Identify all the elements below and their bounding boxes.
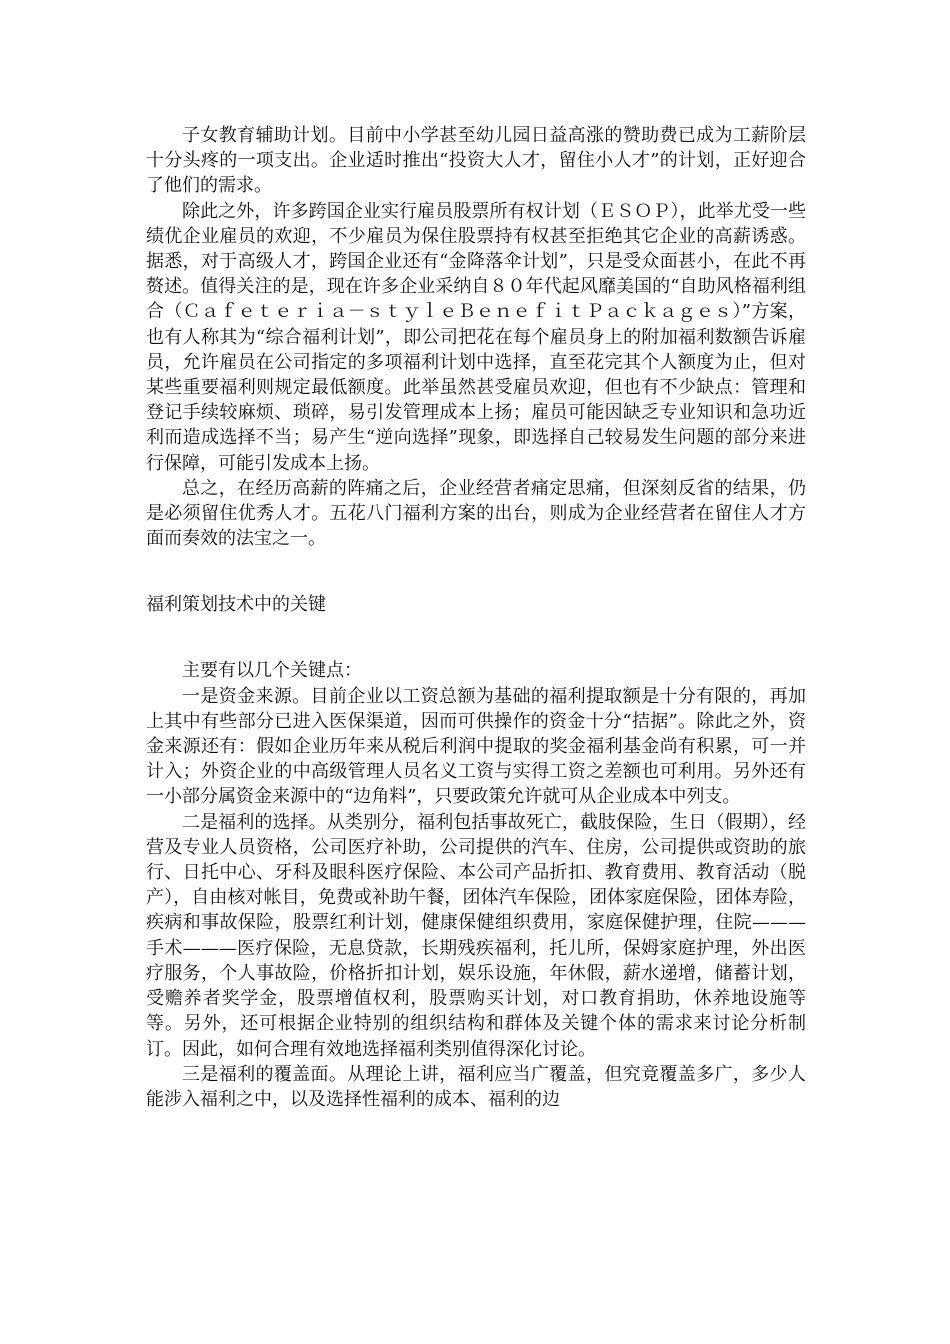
paragraph-child-education: 子女教育辅助计划。目前中小学甚至幼儿园日益高涨的赞助费已成为工薪阶层十分头疼的一项支出。企业适时推出“投资大人才，留住小人才”的计划，正好迎合了他们的需求。 xyxy=(146,125,806,197)
paragraph-conclusion: 总之，在经历高薪的阵痛之后，企业经营者痛定思痛，但深刻反省的结果，仍是必须留住优秀人才。五花八门福利方案的出台，则成为企业经营者在留住人才方面而奏效的法宝之一。 xyxy=(146,477,806,550)
paragraph-funding-source: 一是资金来源。目前企业以工资总额为基础的福利提取额是十分有限的，再加上其中有些部分已进入医保渠道，因而可供操作的资金十分“拮据”。除此之外，资金来源还有：假如企业历年来从税后利润中提取的奖金福利基金尚有积累，可一并计入；外资企业的中高级管理人员名义工资与实得工资之差额也可利用。另外还有一小部分属资金来源中的“边角料”，只要政策允许就可从企业成本中列支。 xyxy=(146,685,806,808)
document-page xyxy=(146,123,806,1112)
paragraph-intro: 主要有以几个关键点： xyxy=(182,660,362,682)
paragraph-benefit-choice: 二是福利的选择。从类别分，福利包括事故死亡，截肢保险，生日（假期），经营及专业人员资格，公司医疗补助，公司提供的汽车、住房，公司提供或资助的旅行、日托中心、牙科及眼科医疗保险、本公司产品折扣、教育费用、教育活动（脱产），自由核对帐目，免费或补助午餐，团体汽车保险，团体家庭保险，团体寿险，疾病和事故保险，股票红利计划，健康保健组织费用，家庭保健护理，住院———手术———医疗保险，无息贷款，长期残疾福利，托儿所，保姆家庭护理，外出医疗服务，个人事故险，价格折扣计划，娱乐设施，年休假，薪水递增，储蓄计划，受赡养者奖学金，股票增值权利，股票购买计划，对口教育捐助，休养地设施等等。另外，还可根据企业特别的组织结构和群体及关键个体的需求来讨论分析制订。因此，如何合理有效地选择福利类别值得深化讨论。 xyxy=(146,811,806,1060)
paragraph-esop: 除此之外，许多跨国企业实行雇员股票所有权计划（ＥＳＯＰ），此举尤受一些绩优企业雇员的欢迎，不少雇员为保住股票持有权甚至拒绝其它企业的高薪诱惑。据悉，对于高级人才，跨国企业还有“金降落伞计划”，只是受众面甚小，在此不再赘述。值得关注的是，现在许多企业采纳自８０年代起风靡美国的“自助风格福利组合（Ｃａｆｅｔｅｒｉａ－ｓｔｙｌｅＢｅｎｅｆｉｔＰａｃｋａｇｅｓ）”方案，也有人称其为“综合福利计划”，即公司把花在每个雇员身上的附加福利数额告诉雇员，允许雇员在公司指定的多项福利计划中选择，直至花完其个人额度为止，但对某些重要福利则规定最低额度。此举虽然甚受雇员欢迎，但也有不少缺点：管理和登记手续较麻烦、琐碎，易引发管理成本上扬；雇员可能因缺乏专业知识和急功近利而造成选择不当；易产生“逆向选择”现象，即选择自己较易发生问题的部分来进行保障，可能引发成本上扬。 xyxy=(146,200,806,474)
section-title: 福利策划技术中的关键 xyxy=(146,594,326,616)
paragraph-coverage: 三是福利的覆盖面。从理论上讲，福利应当广覆盖，但究竟覆盖多广，多少人能涉入福利之中，以及选择性福利的成本、福利的边 xyxy=(146,1063,806,1110)
